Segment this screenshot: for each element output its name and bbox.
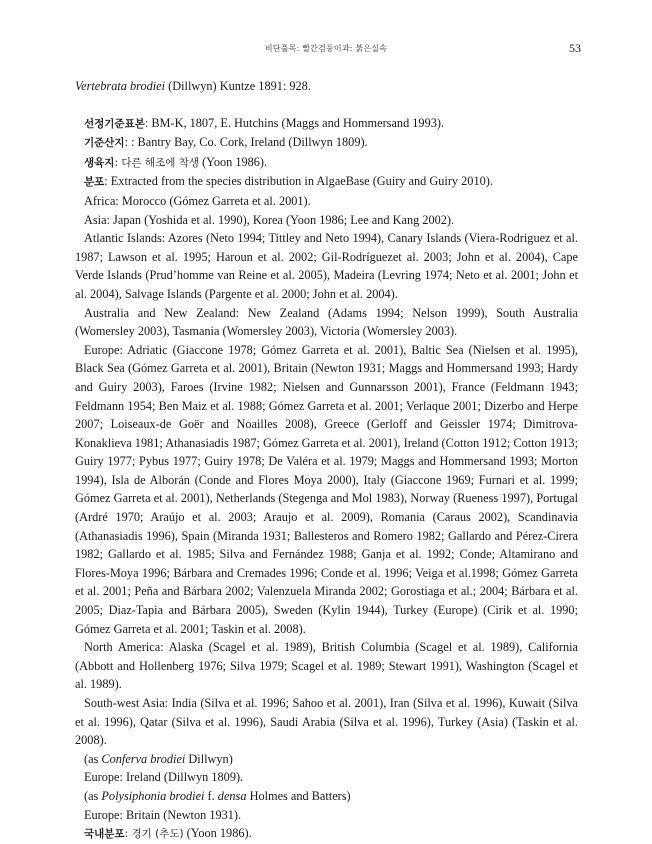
habitat-text: (Yoon 1986). [199,154,268,169]
habitat-text-ko: : 다른 해조에 착생 [114,156,199,169]
species-entry [75,77,578,844]
type-locality-label: 기준산지 [84,137,125,150]
region-africa: Africa: Morocco (Gómez Garreta et al. 2001). [84,193,311,208]
species-authority: (Dillwyn) Kuntze 1891: 928. [165,79,311,93]
distribution-label: 분포 [84,176,105,189]
species-name [75,77,578,96]
synonym-polysiphonia-name: Polysiphonia brodiei [101,788,205,803]
synonym-polysiphonia-form: densa [217,788,247,803]
domestic-text: (Yoon 1986). [183,826,252,841]
holotype-text: : BM-K, 1807, E. Hutchins (Maggs and Hommersand 1993). [144,115,445,130]
page-number: 53 [569,41,581,55]
species-binomial: Vertebrata brodiei [75,79,166,93]
region-australia-nz: Australia and New Zealand: New Zealand (Adams 1994; Nelson 1999), South Australia (Womersley 2003), Tasmania (Womersley 2003), Victoria (Womersley 2003). [75,305,578,339]
region-atlantic-islands: Atlantic Islands: Azores (Neto 1994; Tittley and Neto 1994), Canary Islands (Viera-Rodriguez et al. 1987; Lawson et al. 1995; Haroun et al. 2002; Gil-Rodríguezet al. 2003; John et al. 2004), Cape Verde Islands (Prud’homme van Reine et al. 2005), Madeira (Levring 1974; Neto et al. 2001; John et al. 2004), Salvage Islands (Pargente et al. 2000; John et al. 2004). [75,231,578,301]
holotype-line [75,114,578,134]
synonym-polysiphonia-record: Europe: Britain (Newton 1931). [84,807,242,822]
distribution-text: : Extracted from the species distribution in AlgaeBase (Guiry and Guiry 2010). [104,174,493,189]
habitat-label: 생육지 [84,156,115,169]
running-title: 비단풀목: 빨간검둥이과: 붉은실속 [264,44,388,53]
synonym-polysiphonia: (as Polysiphonia brodiei f. densa Holmes and Batters) [84,788,351,803]
domestic-text-ko: : 경기 (추도) [124,828,184,841]
synonym-conferva-name: Conferva brodiei [101,751,186,766]
region-asia: Asia: Japan (Yoshida et al. 1990), Korea (Yoon 1986; Lee and Kang 2002). [84,212,455,227]
distribution-line [75,172,578,192]
running-head [0,43,652,59]
holotype-label: 선정기준표본 [84,117,145,130]
region-north-america: North America: Alaska (Scagel et al. 1989), British Columbia (Scagel et al. 1989), California (Abbott and Hollenberg 1976; Silva 1979; Scagel et al. 1989; Stewart 1991), Washington (Scagel et al. 1989). [75,640,578,692]
synonym-conferva-record: Europe: Ireland (Dillwyn 1809). [84,770,244,785]
type-locality-text: : : Bantry Bay, Co. Cork, Ireland (Dillwyn 1809). [124,135,368,150]
type-locality-line [75,133,578,153]
habitat-line [75,153,578,173]
domestic-distribution-line [75,824,578,844]
region-europe: Europe: Adriatic (Giaccone 1978; Gómez Garreta et al. 2001), Baltic Sea (Nielsen et al. 1995), Black Sea (Gómez Garreta et al. 2001), Britain (Newton 1931; Maggs and Hommersand 1993; Hardy and Guiry 2003), Faroes (Irvine 1982; Nielsen and Gunnarsson 2001), France (Feldmann 1943; Feldmann 1954; Ben Maiz et al. 1988; Gómez Garreta et al. 2001; Verlaque 2001; Dizerbo and Herpe 2007; Loiseaux-de Goër and Noailles 2008), Greece (Gerloff and Geissler 1974; Dimitrova-Konaklieva 1981; Athanasiadis 1987; Gómez Garreta et al. 2001), Ireland (Cotton 1912; Cotton 1913; Guiry 1977; Pybus 1977; Guiry 1978; De Valéra et al. 1979; Maggs and Hommersand 1993; Morton 1994), Isla de Alborán (Conde and Flores Moya 2000), Italy (Giaccone 1969; Furnari et al. 1999; Gómez Garreta et al. 2001), Netherlands (Stegenga and Mol 1983), Norway (Rueness 1997), Portugal (Ardré 1970; Araújo et al. 2003; Araujo et al. 2009), Romania (Caraus 2002), Scandinavia (Athanasiadis 1996), Spain (Miranda 1931; Ballesteros and Romero 1982; Gallardo and Pérez-Cirera 1982; Gallardo et al. 1985; Silva and Fernández 1988; Ganja et al. 1992; Conde; Altamirano and Flores-Moya 1996; Bárbara and Cremades 1996; Conde et al. 1996; Veiga et al.1998; Gómez Garreta et al. 2001; Peña and Bárbara 2002; Valenzuela Miranda 2002; Gorostiaga et al.; 2004; Bárbara et al. 2005; Diaz-Tapia and Bárbara 2005), Sweden (Kylin 1944), Turkey (Europe) (Cirik et al. 1990; Gómez Garreta et al. 2001; Taskin et al. 2008). [75,342,578,636]
synonym-conferva: (as Conferva brodiei Dillwyn) [84,751,233,766]
region-south-west-asia: South-west Asia: India (Silva et al. 1996; Sahoo et al. 2001), Iran (Silva et al. 1996), Kuwait (Silva et al. 1996), Qatar (Silva et al. 1996), Saudi Arabia (Silva et al. 1996), Turkey (Asia) (Taskin et al. 2008). [75,696,578,748]
domestic-label: 국내분포 [84,828,125,841]
